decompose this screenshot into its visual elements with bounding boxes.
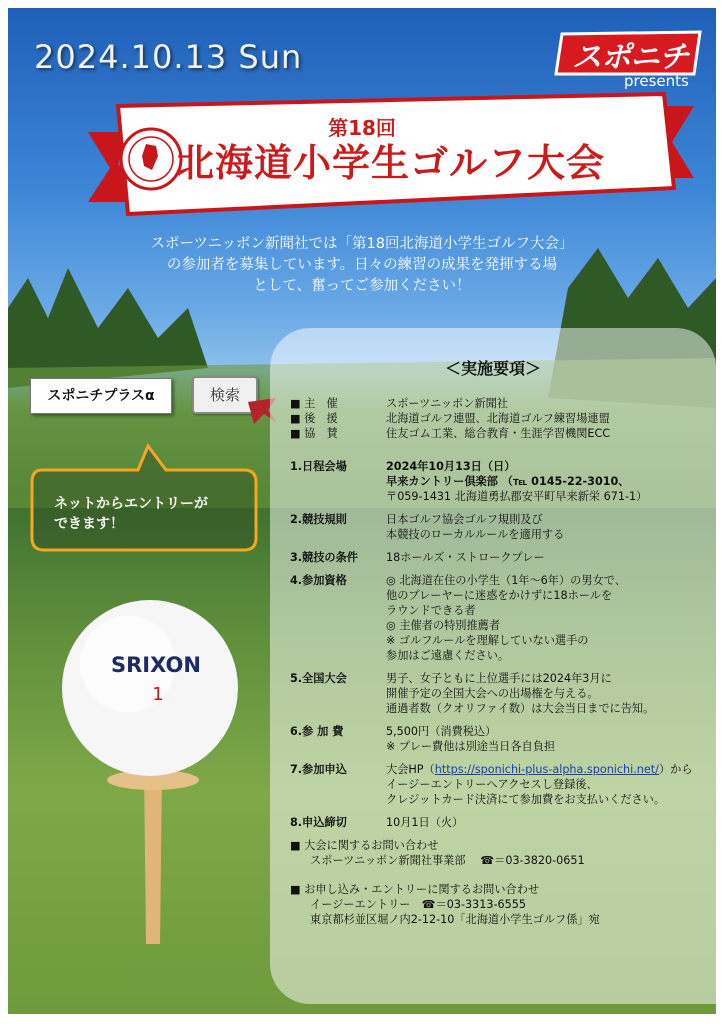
item-line: ◎ 主催者の特別推薦者 (386, 619, 501, 632)
contact-entry (290, 882, 710, 927)
contact-line: 東京都杉並区堀ノ内2-12-10「北海道小学生ゴルフ係」宛 (310, 913, 600, 926)
contact-heading: ■ お申し込み・エントリーに関するお問い合わせ (290, 883, 540, 896)
item-line: ◎ 北海道在住の小学生（1年～6年）の男女で、 (386, 574, 626, 587)
item-value (386, 671, 710, 716)
item-key: 7.参加申込 (290, 763, 347, 776)
apply-url-line (386, 762, 710, 777)
item-key: 2.競技規則 (290, 513, 347, 526)
outline-body (290, 396, 710, 927)
edition-label: 第18回 (328, 116, 396, 140)
item-line: 18ホールズ・ストロークプレー (386, 551, 545, 564)
item-line: ※ プレー費他は別途当日各自負担 (386, 740, 556, 753)
item-line: イージーエントリーへアクセスし登録後、 (386, 778, 598, 791)
search-button[interactable]: 検索 (192, 376, 258, 414)
item-line: ラウンドできる者 (386, 604, 476, 617)
item-national (290, 671, 710, 716)
item-value (386, 512, 710, 542)
item-value (386, 724, 710, 754)
apply-suffix: ）から (658, 763, 693, 776)
item-key: 8.申込締切 (290, 816, 347, 829)
item-line: 参加はご遠慮ください。 (386, 649, 510, 662)
item-rules (290, 512, 710, 542)
callout-line: できます！ (54, 516, 124, 532)
callout-line: ネットからエントリーが (54, 496, 208, 512)
organizer-key: ■ 後 援 (290, 412, 338, 425)
organizer-value: 住友ゴム工業、総合教育・生涯学習機関ECC (386, 427, 611, 440)
apply-prefix: 大会HP（ (386, 763, 435, 776)
event-date: 2024.10.13 Sun (34, 38, 303, 76)
item-line: 5,500円（消費税込） (386, 725, 497, 738)
organizer-key: ■ 協 賛 (290, 427, 338, 440)
item-eligibility (290, 573, 710, 663)
item-line: 本競技のローカルルールを適用する (386, 528, 565, 541)
intro-line: の参加者を募集しています。日々の練習の成果を発揮する場 (166, 257, 558, 273)
item-value (386, 550, 710, 565)
organizer-row (290, 411, 710, 426)
item-line: 2024年10月13日（日） (386, 460, 516, 473)
poster (8, 8, 716, 1014)
item-value (386, 459, 710, 504)
item-key: 1.日程会場 (290, 460, 347, 473)
organizer-value: 北海道ゴルフ連盟、北海道ゴルフ練習場連盟 (386, 412, 610, 425)
organizer-row (290, 396, 710, 411)
organizer-key: ■ 主 催 (290, 397, 338, 410)
item-line: 開催予定の全国大会への出場権を与える。 (386, 687, 599, 700)
ball-brand-text: SRIXON (111, 653, 201, 677)
contact-line: イージーエントリー ☎＝03-3313-6555 (310, 898, 527, 911)
item-line: 男子、女子ともに上位選手には2024年3月に (386, 672, 612, 685)
item-line: 通過者数（クオリファイ数）は大会当日までに告知。 (386, 702, 655, 715)
organizer-list (290, 396, 710, 441)
sponichi-logo-text: スポニチ (572, 40, 688, 75)
event-title: 北海道小学生ゴルフ大会 (176, 141, 606, 185)
contact-heading: ■ 大会に関するお問い合わせ (290, 839, 439, 852)
outline-title: ＜実施要項＞ (444, 359, 541, 378)
organizer-value: スポーツニッポン新聞社 (386, 397, 508, 410)
intro-line: スポーツニッポン新聞社では「第18回北海道小学生ゴルフ大会」 (150, 236, 574, 252)
presents-label: presents (624, 72, 689, 90)
item-line: 〒059-1431 北海道勇払郡安平町早来新栄 671-1） (386, 490, 648, 503)
item-fee (290, 724, 710, 754)
item-key: 4.参加資格 (290, 574, 347, 587)
item-deadline (290, 815, 710, 830)
search-query-box[interactable]: スポニチプラスα (30, 378, 172, 414)
golf-ball-illustration (48, 598, 258, 958)
ball-number-text: 1 (152, 684, 164, 705)
organizer-row (290, 426, 710, 441)
item-value: 10月1日（火） (386, 816, 464, 829)
item-conditions (290, 550, 710, 565)
tournament-hp-link[interactable]: https://sponichi-plus-alpha.sponichi.net/ (434, 763, 659, 776)
intro-text (88, 234, 636, 297)
item-line: クレジットカード決済にて参加費をお支払いください。 (386, 793, 666, 806)
intro-line: として、奮ってご参加ください！ (253, 278, 471, 294)
contact-line: スポーツニッポン新聞社事業部 ☎＝03-3820-0651 (310, 854, 585, 867)
entry-callout (54, 494, 244, 534)
contact-tournament (290, 838, 710, 868)
item-line: ※ ゴルフルールを理解していない選手の (386, 634, 589, 647)
item-line: 日本ゴルフ協会ゴルフ規則及び (386, 513, 543, 526)
item-key: 6.参 加 費 (290, 725, 344, 738)
item-schedule-venue (290, 459, 710, 504)
item-value (386, 762, 710, 807)
item-key: 3.競技の条件 (290, 551, 358, 564)
item-line: 他のプレーヤーに迷惑をかけずに18ホールを (386, 589, 613, 602)
item-line: 早来カントリー倶楽部 （℡ 0145-22-3010、 (386, 475, 630, 488)
item-value (386, 573, 710, 663)
item-key: 5.全国大会 (290, 672, 347, 685)
item-apply (290, 762, 710, 807)
